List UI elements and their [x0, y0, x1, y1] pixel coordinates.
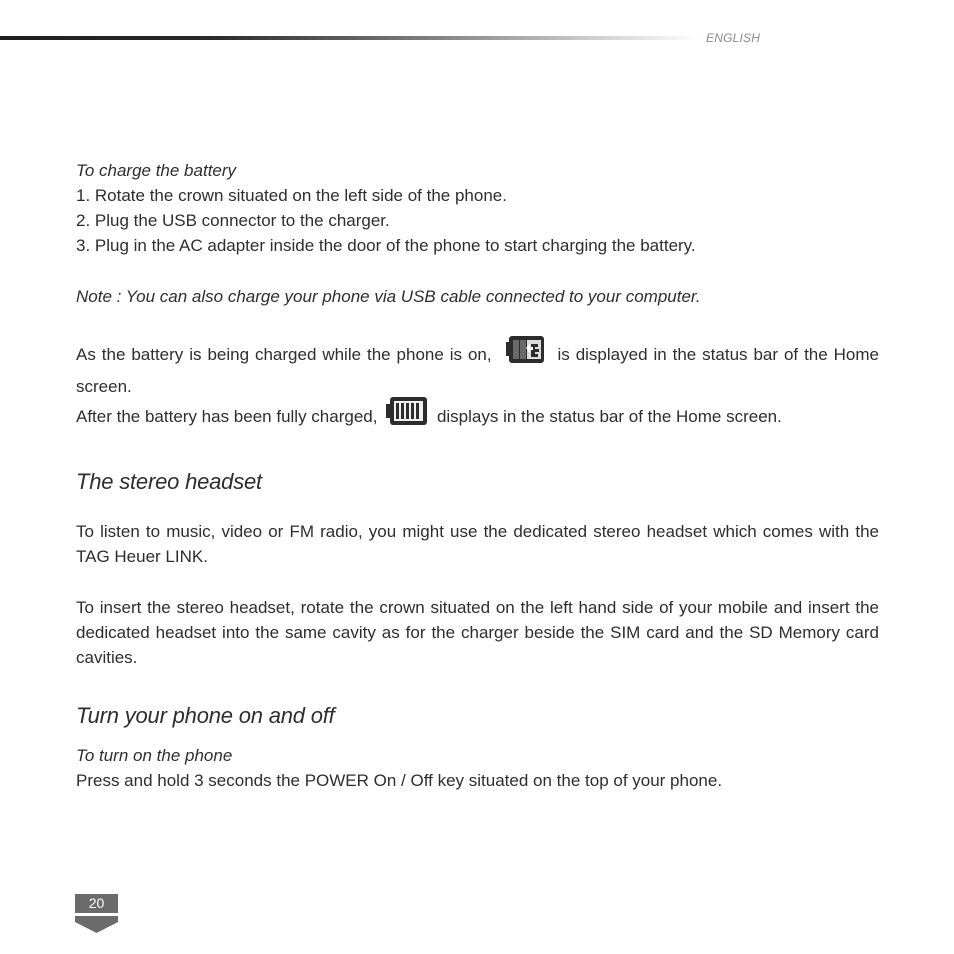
chevron-down-icon: [75, 916, 118, 938]
charge-step-1: 1. Rotate the crown situated on the left side of the phone.: [76, 186, 507, 205]
charging-paragraph: [76, 337, 879, 399]
battery-charging-icon: [506, 334, 546, 371]
power-subheading: To turn on the phone: [76, 746, 233, 765]
power-title: Turn your phone on and off: [76, 703, 335, 728]
charging-text-before: As the battery is being charged while the phone is on,: [76, 344, 492, 364]
charging-text-after: is displayed in the status bar of the Home screen.: [76, 344, 879, 396]
charged-paragraph: [76, 399, 879, 436]
charge-step-3: 3. Plug in the AC adapter inside the door of the phone to start charging the battery.: [76, 236, 696, 255]
charge-note: Note : You can also charge your phone via USB cable connected to your computer.: [76, 287, 701, 306]
charged-text-before: After the battery has been fully charged,: [76, 406, 378, 426]
headset-title: The stereo headset: [76, 469, 262, 494]
charge-step-2: 2. Plug the USB connector to the charger.: [76, 211, 390, 230]
charge-heading: To charge the battery: [76, 161, 237, 180]
page-number-badge: [75, 894, 118, 938]
header-rule: [0, 36, 700, 40]
page-content: [76, 158, 879, 793]
language-label: ENGLISH: [706, 31, 761, 45]
headset-paragraph-1: To listen to music, video or FM radio, you might use the dedicated stereo headset which comes with the TAG Heuer LINK.: [76, 522, 879, 566]
headset-paragraph-2: To insert the stereo headset, rotate the crown situated on the left hand side of your mobile and insert the dedicated headset into the same cavity as for the charger beside the SIM card and the SD Memory card cavities.: [76, 598, 879, 667]
battery-full-icon: [386, 396, 428, 433]
power-text: Press and hold 3 seconds the POWER On / Off key situated on the top of your phone.: [76, 771, 723, 790]
page-number: 20: [75, 894, 118, 913]
charged-text-after: displays in the status bar of the Home screen.: [436, 406, 782, 426]
